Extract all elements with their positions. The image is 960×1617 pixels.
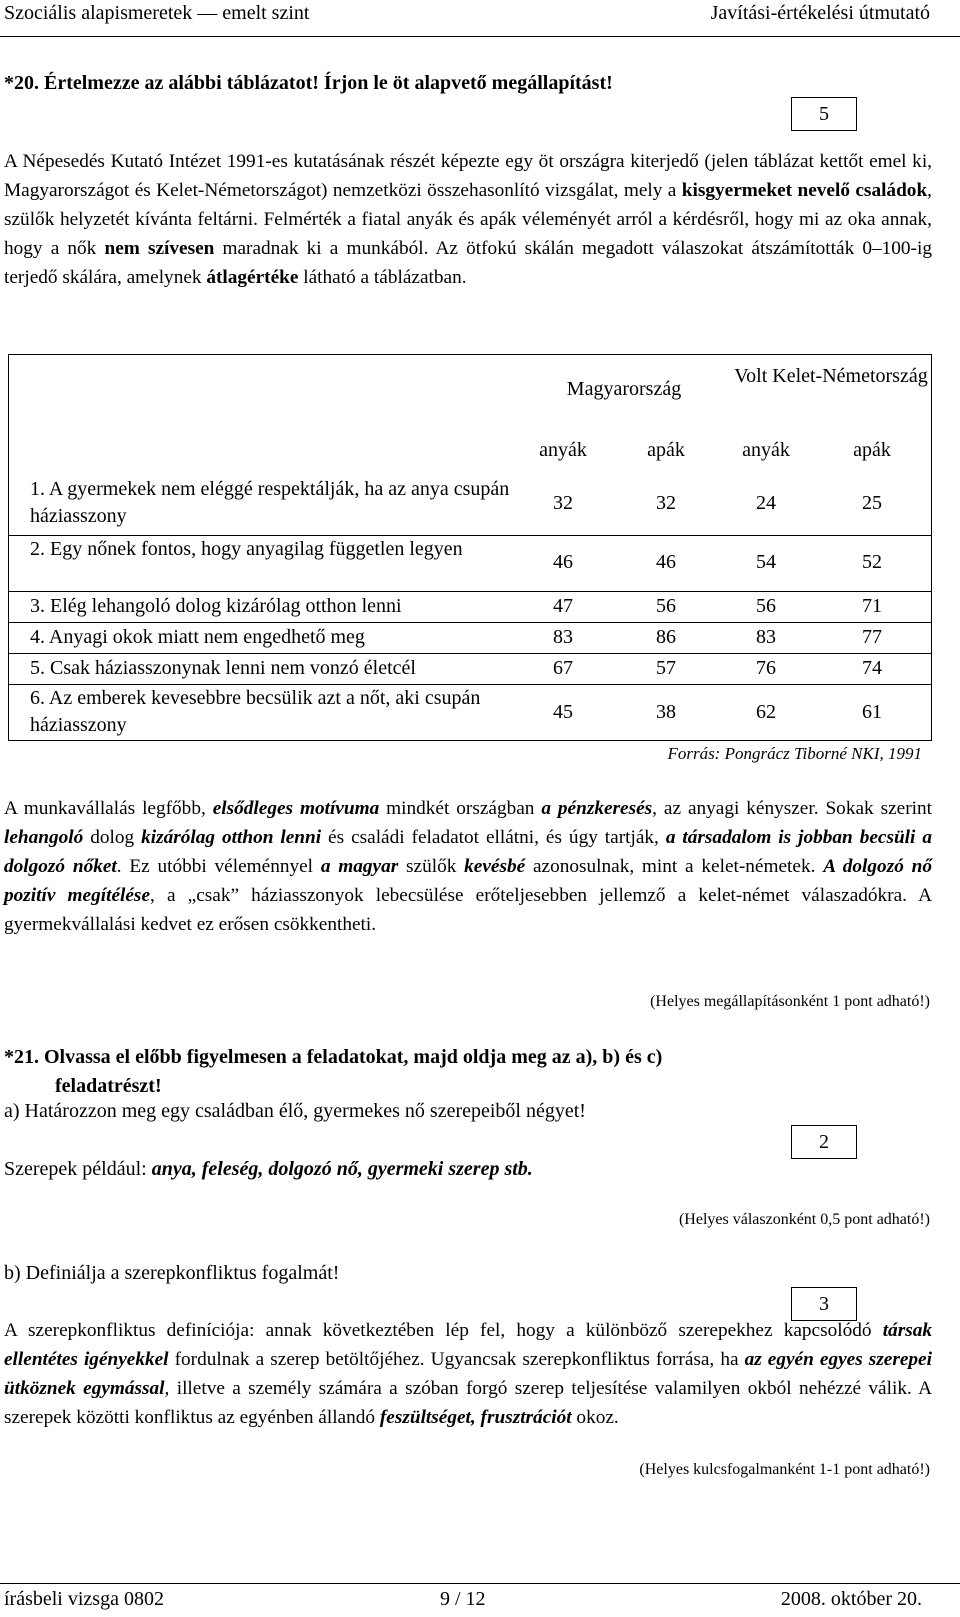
table-source: Forrás: Pongrácz Tiborné NKI, 1991 [667, 744, 922, 763]
text-run: társak ellentétes igényekkel [4, 1320, 932, 1370]
text-run: kevésbé [464, 856, 526, 877]
table-cell: 32 [656, 492, 676, 514]
table-cell: 32 [553, 492, 573, 514]
header-divider [0, 36, 960, 37]
sub-header: anyák [539, 439, 587, 461]
task21a-question: a) Határozzon meg egy családban élő, gyermekes nő szerepeiből négyet! [4, 1100, 586, 1122]
task21b-points-box: 3 [791, 1287, 857, 1321]
task20-heading: *20. Értelmezze az alábbi táblázatot! Írjon le öt alapvető megállapítást! [4, 72, 613, 94]
text-run: látható a táblázatban. [298, 267, 467, 288]
footer-divider [0, 1583, 960, 1584]
col-header-hungary: Magyarország [566, 378, 682, 400]
table-row-label: 2. Egy nőnek fontos, hogy anyagilag független legyen [30, 538, 463, 560]
task21a-answer-roles: anya, feleség, dolgozó nő, gyermeki szerep stb. [151, 1158, 533, 1180]
table-cell: 52 [862, 551, 882, 573]
table-cell: 54 [756, 551, 776, 573]
text-run: az egyén egyes szerepei ütköznek egymással [4, 1349, 932, 1399]
table-row-label: 5. Csak háziasszonynak lenni nem vonzó életcél [30, 657, 416, 679]
table-row-label: 1. A gyermekek nem eléggé respektálják, ha az anya csupán háziasszony [30, 478, 510, 527]
table-cell: 76 [756, 657, 776, 679]
text-run: a társadalom is jobban becsüli a dolgozó nőket [4, 827, 932, 877]
text-run: a magyar [320, 856, 399, 877]
text-run: és családi feladatot ellátni, és úgy tartják, [321, 827, 666, 848]
text-run: A Népesedés Kutató Intézet 1991-es kutatásának részét képezte egy öt országra kiterjedő (jelen táblázat kettőt emel ki, Magyarországot és Kelet-Németországot) nemzetközi összehasonlító vizsgálat, mely a [4, 151, 932, 201]
table-row-label: 4. Anyagi okok miatt nem engedhető meg [30, 626, 365, 648]
text-run: lehangoló [4, 827, 84, 848]
sub-header: apák [647, 439, 685, 461]
table-cell: 83 [756, 626, 776, 648]
table-cell: 24 [756, 492, 776, 514]
table-cell: 67 [553, 657, 573, 679]
task21a-points-box: 2 [791, 1125, 857, 1159]
table-cell: 56 [656, 595, 676, 617]
task21b-question: b) Definiálja a szerepkonfliktus fogalmát! [4, 1262, 340, 1284]
table-cell: 25 [862, 492, 882, 514]
task21a-scoring-note: (Helyes válaszonként 0,5 pont adható!) [678, 1211, 930, 1228]
task20-scoring-note: (Helyes megállapításonként 1 pont adható!) [650, 993, 930, 1010]
footer-right: 2008. október 20. [780, 1588, 922, 1610]
table-cell: 62 [756, 701, 776, 723]
text-run: A dolgozó nő pozitív megítélése [4, 856, 932, 906]
table-cell: 45 [553, 701, 573, 723]
text-run: , illetve a személy számára a szóban forgó szerep teljesítése valamilyen okból nehézzé válik. A szerepek közötti konfliktus az egyénben állandó [4, 1378, 932, 1428]
header-right: Javítási-értékelési útmutató [710, 2, 930, 24]
text-run: A munkavállalás legfőbb, [4, 798, 213, 819]
task20-points-box: 5 [791, 97, 857, 131]
row-divider [9, 591, 931, 592]
text-run: , az anyagi kényszer. Sokak szerint [652, 798, 932, 819]
col-header-east-germany: Volt Kelet-Németország [734, 365, 928, 387]
task21-heading-line2: feladatrészt! [55, 1075, 162, 1097]
task21-heading-line1: *21. Olvassa el előbb figyelmesen a feladatokat, majd oldja meg az a), b) és c) [4, 1046, 663, 1068]
text-run: , szülők helyzetét kívánta feltárni. Felmérték a fiatal anyák és apák véleményét arról a kérdésről, hogy mi az oka annak, hogy a nők [4, 180, 932, 259]
task21b-answer [4, 1316, 932, 1432]
task20-intro [4, 147, 932, 292]
task20-answer [4, 794, 932, 939]
table-cell: 56 [756, 595, 776, 617]
table-row-label: 6. Az emberek kevesebbre becsülik azt a nőt, aki csupán háziasszony [30, 687, 481, 736]
text-run: . Ez utóbbi véleménnyel [116, 856, 321, 877]
text-run: elsődleges motívuma [212, 798, 380, 819]
text-run: azonosulnak, mint a kelet-németek. [525, 856, 824, 877]
table-row-label: 3. Elég lehangoló dolog kizárólag otthon lenni [30, 595, 402, 617]
task21a-answer-prefix: Szerepek például: [4, 1158, 152, 1180]
row-divider [9, 622, 931, 623]
table-cell: 57 [656, 657, 676, 679]
text-run: feszültséget, frusztrációt [379, 1407, 572, 1428]
text-run: maradnak ki a munkából. Az ötfokú skálán megadott válaszokat átszámították 0–100-ig terjedő skálára, amelynek [4, 238, 932, 288]
table-cell: 83 [553, 626, 573, 648]
footer-page: 9 / 12 [440, 1588, 486, 1610]
task21b-scoring-note: (Helyes kulcsfogalmanként 1-1 pont adható!) [639, 1461, 930, 1478]
text-run: , a „csak” háziasszonyok lebecsülése erőteljesebben jellemző a kelet-német válaszadókra. A gyermekvállalási kedvet ez erősen csökkentheti. [4, 885, 932, 935]
table-cell: 46 [553, 551, 573, 573]
table-cell: 71 [862, 595, 882, 617]
text-run: fordulnak a szerep betöltőjéhez. Ugyancsak szerepkonfliktus forrása, ha [168, 1349, 745, 1370]
text-run: a pénzkeresés [541, 798, 653, 819]
text-run: mindkét országban [379, 798, 542, 819]
text-run: okoz. [571, 1407, 619, 1428]
footer-left: írásbeli vizsga 0802 [4, 1588, 164, 1610]
table-cell: 47 [553, 595, 573, 617]
header-left: Szociális alapismeretek — emelt szint [4, 2, 310, 24]
text-run: kizárólag otthon lenni [141, 827, 322, 848]
text-run: kisgyermeket nevelő családok [681, 180, 928, 201]
table-cell: 86 [656, 626, 676, 648]
table-cell: 61 [862, 701, 882, 723]
sub-header: apák [853, 439, 891, 461]
text-run: nem szívesen [104, 238, 215, 259]
sub-header: anyák [742, 439, 790, 461]
survey-table [8, 354, 932, 741]
text-run: átlagértéke [206, 267, 299, 288]
text-run: A szerepkonfliktus definíciója: annak következtében lép fel, hogy a különböző szerepekhez kapcsolódó [4, 1320, 883, 1341]
table-cell: 38 [656, 701, 676, 723]
table-cell: 74 [862, 657, 882, 679]
row-divider [9, 653, 931, 654]
text-run: dolog [83, 827, 142, 848]
task21a-answer [4, 1158, 533, 1181]
table-cell: 46 [656, 551, 676, 573]
table-cell: 77 [862, 626, 882, 648]
text-run: szülők [398, 856, 465, 877]
